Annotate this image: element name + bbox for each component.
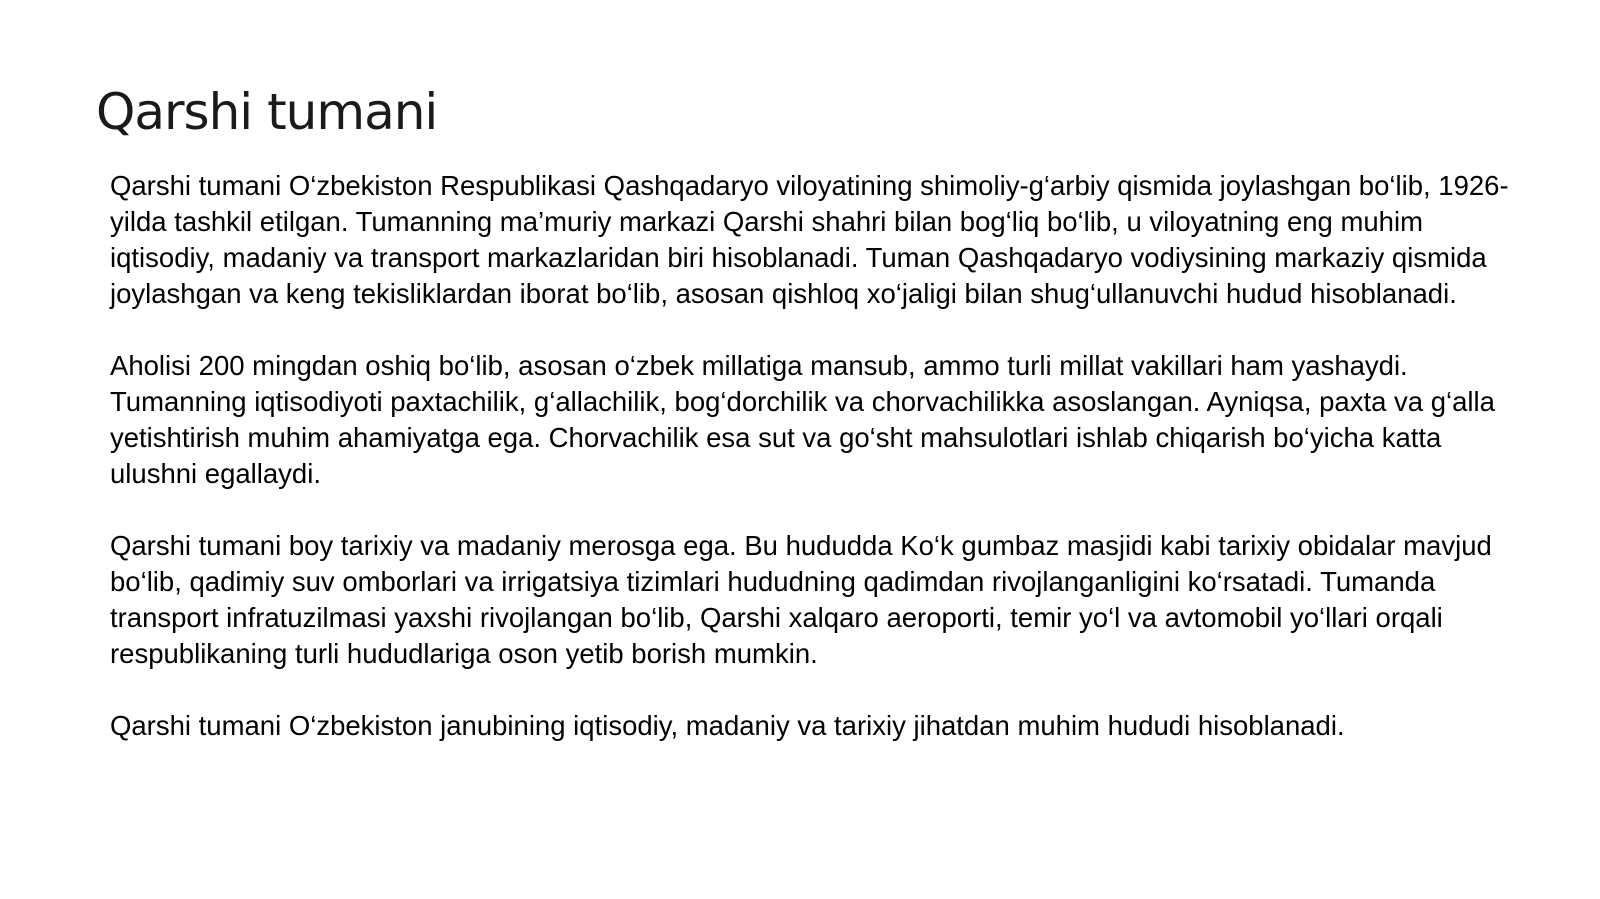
- paragraph-history-transport: Qarshi tumani boy tarixiy va madaniy merosga ega. Bu hududda Ko‘k gumbaz masjidi kabi tarixiy obidalar mavjud bo‘lib, qadimiy suv omborlari va irrigatsiya tizimlari hududning qadimdan rivojlanganligini ko‘rsatadi. Tumanda transport infratuzilmasi yaxshi rivojlangan bo‘lib, Qarshi xalqaro aeroporti, temir yo‘l va avtomobil yo‘llari orqali respublikaning turli hududlariga oson yetib borish mumkin.: [110, 530, 1492, 669]
- slide-body: [110, 168, 1530, 780]
- paragraph-location: Qarshi tumani O‘zbekiston Respublikasi Qashqadaryo viloyatining shimoliy-g‘arbiy qismida joylashgan bo‘lib, 1926-yilda tashkil etilgan. Tumanning ma’muriy markazi Qarshi shahri bilan bog‘liq bo‘lib, u viloyatning eng muhim iqtisodiy, madaniy va transport markazlaridan biri hisoblanadi. Tuman Qashqadaryo vodiysining markaziy qismida joylashgan va keng tekisliklardan iborat bo‘lib, asosan qishloq xo‘jaligi bilan shug‘ullanuvchi hudud hisoblanadi.: [110, 170, 1509, 309]
- slide-title: Qarshi tumani: [96, 83, 438, 141]
- paragraph-conclusion: Qarshi tumani O‘zbekiston janubining iqtisodiy, madaniy va tarixiy jihatdan muhim hududi hisoblanadi.: [110, 710, 1345, 741]
- paragraph-population-economy: Aholisi 200 mingdan oshiq bo‘lib, asosan o‘zbek millatiga mansub, ammo turli millat vakillari ham yashaydi. Tumanning iqtisodiyoti paxtachilik, g‘allachilik, bog‘dorchilik va chorvachilikka asoslangan. Ayniqsa, paxta va g‘alla yetishtirish muhim ahamiyatga ega. Chorvachilik esa sut va go‘sht mahsulotlari ishlab chiqarish bo‘yicha katta ulushni egallaydi.: [110, 350, 1495, 489]
